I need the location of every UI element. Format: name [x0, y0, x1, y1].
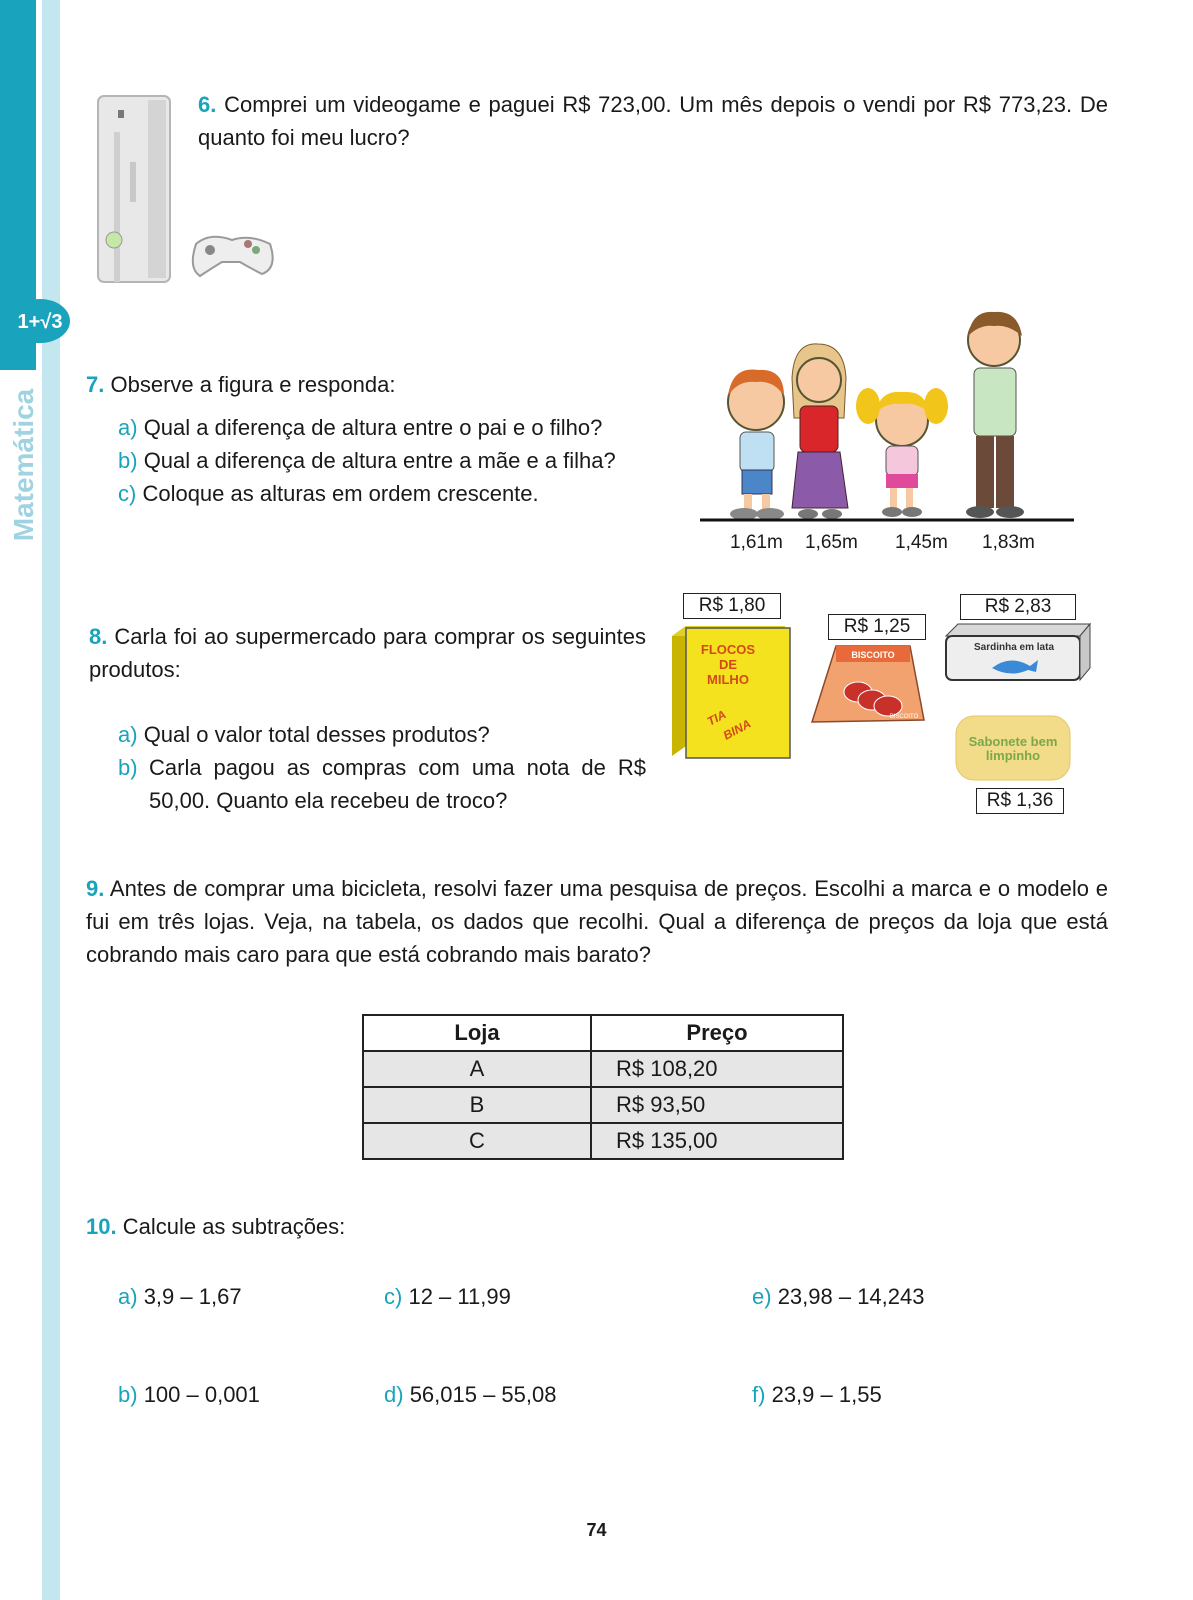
page-number: 74 [586, 1520, 607, 1540]
family-heights-illustration [700, 308, 1074, 534]
table-cell-loja: C [363, 1123, 591, 1159]
cereal-line3: MILHO [707, 672, 749, 687]
father-figure [966, 312, 1024, 518]
question-7-number: 7. [86, 372, 105, 397]
question-8-intro [89, 620, 646, 686]
cereal-box-image [670, 624, 792, 762]
question-7c [118, 477, 539, 510]
question-9-number: 9. [86, 876, 105, 901]
soap-line2: limpinho [985, 748, 1041, 763]
biscuit-sub-label: BISCOITO [889, 714, 919, 720]
question-7a-letter: a) [118, 415, 138, 440]
math-logo-text: 1+√3 [17, 311, 63, 333]
table-cell-preco: R$ 93,50 [591, 1087, 843, 1123]
subtraction-c-letter: c) [384, 1284, 403, 1309]
question-6-number: 6. [198, 92, 217, 117]
subtraction-b-expr: 100 – 0,001 [143, 1382, 260, 1407]
question-7b-letter: b) [118, 448, 138, 473]
table-row [363, 1087, 843, 1123]
cereal-line2: DE [718, 657, 738, 672]
subtraction-f-expr: 23,9 – 1,55 [771, 1382, 882, 1407]
question-7a [118, 411, 602, 444]
question-10-number: 10. [86, 1214, 117, 1239]
subtraction-e-expr: 23,98 – 14,243 [777, 1284, 925, 1309]
table-cell-preco: R$ 108,20 [591, 1051, 843, 1087]
subtraction-c [384, 1284, 511, 1310]
sardine-price-tag: R$ 2,83 [960, 594, 1076, 620]
table-header-loja: Loja [363, 1015, 591, 1051]
question-7b-text: Qual a diferença de altura entre a mãe e a filha? [143, 448, 616, 473]
daughter-figure [856, 388, 948, 517]
sidebar-stripe [42, 0, 60, 1600]
question-8b-letter: b) [118, 755, 138, 780]
subtraction-a-letter: a) [118, 1284, 138, 1309]
question-8a-text: Qual o valor total desses produtos? [143, 722, 490, 747]
question-8a-letter: a) [118, 722, 138, 747]
question-7c-letter: c) [118, 481, 137, 506]
question-8-number: 8. [89, 624, 108, 649]
table-header-preco: Preço [591, 1015, 843, 1051]
sardine-label: Sardinha em lata [973, 642, 1055, 653]
question-7a-text: Qual a diferença de altura entre o pai e o filho? [143, 415, 603, 440]
soap-bar-image [954, 712, 1072, 784]
question-6 [198, 88, 1108, 154]
question-7b [118, 444, 616, 477]
cereal-price-tag: R$ 1,80 [683, 593, 781, 619]
mother-figure [792, 344, 848, 519]
question-9 [86, 872, 1108, 971]
subtraction-d-letter: d) [384, 1382, 404, 1407]
sardine-can-image [944, 622, 1094, 684]
question-8b [118, 751, 646, 817]
subtraction-e [752, 1284, 925, 1310]
question-8-intro-text: Carla foi ao supermercado para comprar os seguintes produtos: [89, 624, 646, 682]
subtraction-d [384, 1382, 557, 1408]
subtraction-f-letter: f) [752, 1382, 766, 1407]
subtraction-e-letter: e) [752, 1284, 772, 1309]
soap-price-tag: R$ 1,36 [976, 788, 1064, 814]
bicycle-price-table [362, 1014, 844, 1160]
question-7-intro-text: Observe a figura e responda: [110, 372, 396, 397]
question-6-text: Comprei um videogame e paguei R$ 723,00. Um mês depois o vendi por R$ 773,23. De quanto foi meu lucro? [198, 92, 1108, 150]
table-header-row [363, 1015, 843, 1051]
height-label-mother: 1,65m [805, 532, 858, 553]
boy-figure [728, 370, 784, 520]
question-8b-text: Carla pagou as compras com uma nota de R$ 50,00. Quanto ela recebeu de troco? [149, 755, 646, 813]
cereal-brand2: BINA [720, 716, 754, 743]
subtraction-a-expr: 3,9 – 1,67 [143, 1284, 242, 1309]
biscuit-label: BISCOITO [851, 650, 895, 660]
question-10-intro [86, 1210, 345, 1243]
question-7c-text: Coloque as alturas em ordem crescente. [142, 481, 539, 506]
cereal-line1: FLOCOS [700, 642, 756, 657]
soap-line1: Sabonete bem [968, 734, 1058, 749]
math-logo-icon [8, 296, 72, 346]
subtraction-c-expr: 12 – 11,99 [408, 1284, 511, 1309]
biscuit-price-tag: R$ 1,25 [828, 614, 926, 640]
subtraction-b-letter: b) [118, 1382, 138, 1407]
subtraction-f [752, 1382, 882, 1408]
table-row [363, 1123, 843, 1159]
cereal-brand1: TIA [704, 707, 729, 729]
question-9-text: Antes de comprar uma bicicleta, resolvi fazer uma pesquisa de preços. Escolhi a marca e o modelo e fui em três lojas. Veja, na tabela, os dados que recolhi. Qual a diferença de preços da loja que está cobrando mais caro para que está cobrando mais barato? [86, 876, 1108, 967]
subtraction-a [118, 1284, 242, 1310]
sidebar-title: Matemática [8, 388, 39, 542]
question-7-intro [86, 368, 395, 401]
question-8b-row [118, 751, 646, 817]
question-8a [118, 718, 490, 751]
subtraction-d-expr: 56,015 – 55,08 [409, 1382, 557, 1407]
table-row [363, 1051, 843, 1087]
table-cell-preco: R$ 135,00 [591, 1123, 843, 1159]
biscuit-package-image [810, 644, 930, 736]
subtraction-b [118, 1382, 260, 1408]
height-label-father: 1,83m [982, 532, 1035, 553]
table-cell-loja: A [363, 1051, 591, 1087]
question-10-intro-text: Calcule as subtrações: [122, 1214, 346, 1239]
height-label-daughter: 1,45m [895, 532, 948, 553]
height-label-son: 1,61m [730, 532, 783, 553]
table-cell-loja: B [363, 1087, 591, 1123]
